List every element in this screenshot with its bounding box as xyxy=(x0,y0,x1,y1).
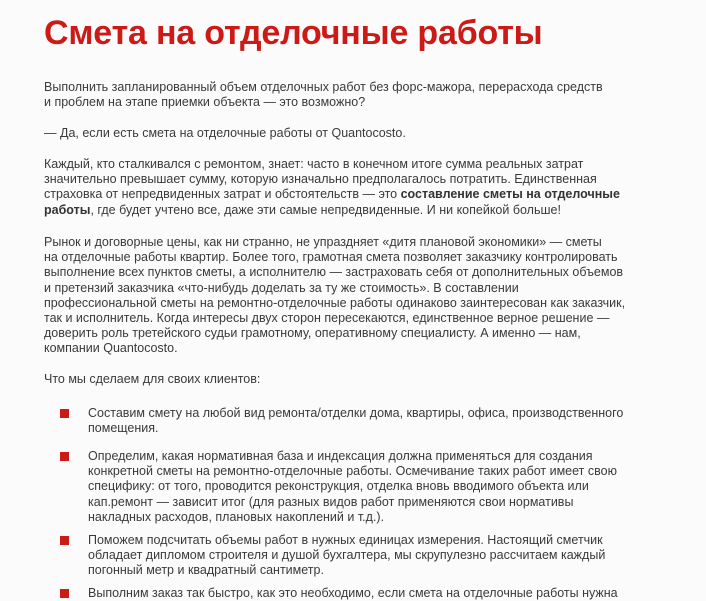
paragraph-text: , где будет учтено все, даже эти самые непредвиденные. И ни копейкой больше! xyxy=(90,202,561,217)
square-bullet-icon xyxy=(60,452,69,461)
square-bullet-icon xyxy=(60,409,69,418)
paragraph-text: страховка от непредвиденных затрат и обстоятельств — это xyxy=(44,187,401,202)
list-intro: Что мы сделаем для своих клиентов: xyxy=(44,372,261,386)
list-item-text: Поможем подсчитать объемы работ в нужных единицах измерения. Настоящий сметчик обладает дипломом строителя и душой бухгалтера, мы скрупулезно рассчитаем каждый погонный метр и квадратный сантиметр. xyxy=(88,533,606,578)
intro-line: и проблем на этапе приемки объекта — это возможно? xyxy=(44,95,366,110)
page-title: Смета на отделочные работы xyxy=(44,14,543,52)
paragraph-line: на отделочные работы квартир. Более того, грамотная смета позволяет заказчику контролировать xyxy=(44,250,618,265)
list-item-text: Составим смету на любой вид ремонта/отделки дома, квартиры, офиса, производственного помещения. xyxy=(88,406,624,436)
intro-paragraph xyxy=(44,80,664,110)
square-bullet-icon xyxy=(60,536,69,545)
intro-line: Выполнить запланированный объем отделочных работ без форс-мажора, перерасхода средств xyxy=(44,80,603,94)
list-item-text: Определим, какая нормативная база и индексация должна применяться для создания конкретной сметы на ремонтно-отделочные работы. Осмечивание таких работ имеет свою специфику: от того, проводится реконструкция, отделка вновь вводимого объекта или кап.ремонт — зависит итог (для разных видов работ применяются свои нормативы накладных расходов, плановых накоплений и т.д.). xyxy=(88,449,617,524)
bold-phrase: работы xyxy=(44,202,91,217)
paragraph-line: и претензий заказчика «что-нибудь доделать за ту же стоимость». В составлении xyxy=(44,280,519,295)
paragraph-line: Рынок и договорные цены, как ни странно, не упраздняет «дитя плановой экономики» — сметы xyxy=(44,235,602,249)
paragraph-line: компании Quantocosto. xyxy=(44,341,178,356)
paragraph-line: профессиональной сметы на ремонтно-отделочные работы одинаково заинтересован как заказчик, xyxy=(44,295,626,310)
insurance-paragraph xyxy=(44,157,664,218)
paragraph-line: Каждый, кто сталкивался с ремонтом, знает: часто в конечном итоге сумма реальных затрат xyxy=(44,157,584,171)
paragraph-line: выполнение всех пунктов сметы, а исполнителю — застраховать себя от дополнительных объемов xyxy=(44,265,624,280)
paragraph-line: значительно превышает сумму, которую изначально предполагалось потратить. Единственная xyxy=(44,172,597,187)
market-paragraph xyxy=(44,235,664,357)
bold-phrase: составление сметы на отделочные xyxy=(400,187,620,202)
list-item-text: Выполним заказ так быстро, как это необходимо, если смета на отделочные работы нужна xyxy=(88,586,618,600)
answer-paragraph: — Да, если есть смета на отделочные работы от Quantocosto. xyxy=(44,126,406,140)
square-bullet-icon xyxy=(60,589,69,598)
paragraph-line: доверить роль третейского судьи грамотному, оперативному специалисту. А именно — нам, xyxy=(44,326,581,341)
paragraph-line: так и исполнитель. Когда интересы двух сторон пересекаются, единственное верное решение — xyxy=(44,311,610,326)
